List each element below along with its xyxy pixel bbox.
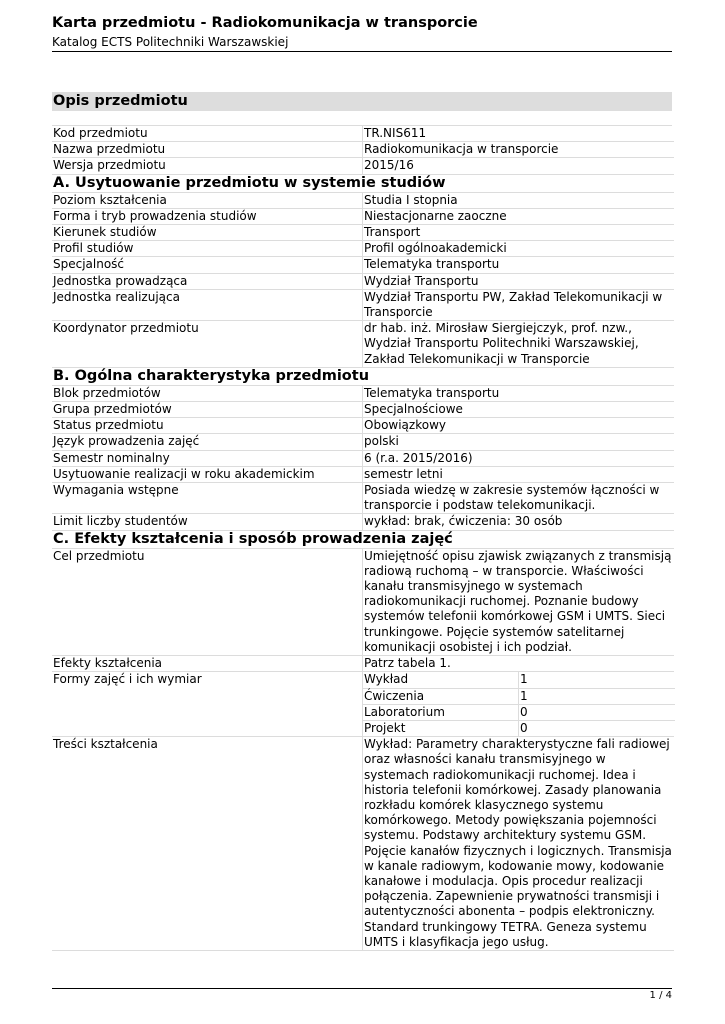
row-value: Telematyka transportu	[363, 385, 675, 401]
page-header	[52, 13, 672, 51]
row-value: Wydział Transportu PW, Zakład Telekomunikacji w Transporcie	[363, 289, 675, 320]
section-a-title: A. Usytuowanie przedmiotu w systemie studiów	[52, 174, 674, 192]
table-row	[363, 688, 675, 704]
row-value: Niestacjonarne zaoczne	[363, 208, 675, 224]
form-name: Wykład	[363, 672, 519, 688]
form-hours: 1	[519, 672, 676, 688]
row-label: Jednostka realizująca	[52, 289, 363, 320]
row-value: Profil ogólnoakademicki	[363, 241, 675, 257]
row-label: Koordynator przedmiotu	[52, 321, 363, 368]
form-hours: 0	[519, 704, 676, 720]
table-row	[52, 434, 674, 450]
row-value: Studia I stopnia	[363, 192, 675, 208]
row-value: TR.NIS611	[363, 126, 675, 142]
row-value: wykład: brak, ćwiczenia: 30 osób	[363, 514, 675, 530]
row-value: Specjalnościowe	[363, 402, 675, 418]
table-row	[52, 321, 674, 368]
row-value: polski	[363, 434, 675, 450]
header-divider	[52, 51, 672, 52]
row-label: Język prowadzenia zajęć	[52, 434, 363, 450]
page-number: 1 / 4	[649, 990, 672, 1001]
row-value: semestr letni	[363, 466, 675, 482]
table-row	[52, 208, 674, 224]
table-row	[52, 418, 674, 434]
row-value: Posiada wiedzę w zakresie systemów łączności w transporcie i podstaw telekomunikacji.	[363, 483, 675, 514]
row-value: Umiejętność opisu zjawisk związanych z transmisją radiową ruchomą – w transporcie. Właściwości kanału transmisyjnego w systemach radiokomunikacji ruchomej. Poznanie budowy systemów telefonii komórkowej GSM i UMTS. Sieci trunkingowe. Pojęcie systemów satelitarnej komunikacji osobistej i ich podział.	[363, 548, 675, 655]
table-row	[52, 450, 674, 466]
course-details-table	[52, 126, 674, 951]
row-value: 2015/16	[363, 158, 675, 174]
row-label: Grupa przedmiotów	[52, 402, 363, 418]
row-label: Jednostka prowadząca	[52, 273, 363, 289]
row-value: 6 (r.a. 2015/2016)	[363, 450, 675, 466]
row-label: Efekty kształcenia	[52, 656, 363, 672]
row-label: Profil studiów	[52, 241, 363, 257]
section-heading-row	[52, 174, 674, 192]
table-row	[52, 289, 674, 320]
opis-section-title: Opis przedmiotu	[52, 92, 672, 111]
row-label: Cel przedmiotu	[52, 548, 363, 655]
table-row	[363, 720, 675, 736]
table-row	[52, 257, 674, 273]
table-row	[52, 273, 674, 289]
table-row	[52, 514, 674, 530]
table-row	[52, 158, 674, 174]
row-label: Wersja przedmiotu	[52, 158, 363, 174]
row-label: Formy zajęć i ich wymiar	[52, 672, 363, 737]
table-row	[52, 126, 674, 142]
table-row	[52, 225, 674, 241]
row-value: dr hab. inż. Mirosław Siergiejczyk, prof. nzw., Wydział Transportu Politechniki Warszawskiej, Zakład Telekomunikacji w Transporcie	[363, 321, 675, 368]
row-label: Blok przedmiotów	[52, 385, 363, 401]
table-row	[52, 241, 674, 257]
row-label: Nazwa przedmiotu	[52, 142, 363, 158]
row-label: Treści kształcenia	[52, 737, 363, 951]
table-row	[363, 704, 675, 720]
table-row	[52, 548, 674, 655]
row-label: Limit liczby studentów	[52, 514, 363, 530]
form-name: Projekt	[363, 720, 519, 736]
form-name: Ćwiczenia	[363, 688, 519, 704]
table-row	[52, 737, 674, 951]
row-value: Radiokomunikacja w transporcie	[363, 142, 675, 158]
row-label: Semestr nominalny	[52, 450, 363, 466]
row-label: Status przedmiotu	[52, 418, 363, 434]
table-row	[52, 672, 674, 737]
row-value: Wykład: Parametry charakterystyczne fali radiowej oraz własności kanału transmisyjnego w systemach radiokomunikacji ruchomej. Idea i historia telefonii komórkowej. Zasady planowania rozkładu komórek klasycznego systemu komórkowego. Metody powiększania pojemności systemu. Podstawy architektury systemu GSM. Pojęcie kanałów fizycznych i logicznych. Transmisja w kanale radiowym, kodowanie mowy, kodowanie kanałowe i modulacja. Opis procedur realizacji połączenia. Zapewnienie prywatności transmisji i autentyczności abonenta – podpis elektroniczny. Standard trunkingowy TETRA. Geneza systemu UMTS i klasyfikacja jego usług.	[363, 737, 675, 951]
row-label: Forma i tryb prowadzenia studiów	[52, 208, 363, 224]
document-title: Karta przedmiotu - Radiokomunikacja w transporcie	[52, 15, 478, 31]
table-row	[52, 656, 674, 672]
table-row	[52, 483, 674, 514]
row-label: Kod przedmiotu	[52, 126, 363, 142]
document-subtitle: Katalog ECTS Politechniki Warszawskiej	[52, 35, 289, 49]
table-row	[52, 466, 674, 482]
row-label: Usytuowanie realizacji w roku akademickim	[52, 466, 363, 482]
table-row	[52, 192, 674, 208]
table-row	[363, 672, 675, 688]
row-label: Poziom kształcenia	[52, 192, 363, 208]
forms-cell	[363, 672, 675, 737]
form-hours: 1	[519, 688, 676, 704]
section-heading-row	[52, 367, 674, 385]
section-c-title: C. Efekty kształcenia i sposób prowadzenia zajęć	[52, 530, 674, 548]
row-value: Telematyka transportu	[363, 257, 675, 273]
row-value: Patrz tabela 1.	[363, 656, 675, 672]
row-label: Wymagania wstępne	[52, 483, 363, 514]
row-value: Transport	[363, 225, 675, 241]
table-row	[52, 402, 674, 418]
form-hours: 0	[520, 720, 528, 735]
form-name: Laboratorium	[363, 704, 519, 720]
footer-divider	[52, 988, 672, 989]
table-row	[52, 385, 674, 401]
spacer-row	[52, 111, 672, 126]
row-value: Obowiązkowy	[363, 418, 675, 434]
section-b-title: B. Ogólna charakterystyka przedmiotu	[52, 367, 674, 385]
row-value: Wydział Transportu	[363, 273, 675, 289]
forms-table	[363, 672, 675, 736]
row-label: Specjalność	[52, 257, 363, 273]
row-label: Kierunek studiów	[52, 225, 363, 241]
section-heading-row	[52, 530, 674, 548]
table-row	[52, 142, 674, 158]
